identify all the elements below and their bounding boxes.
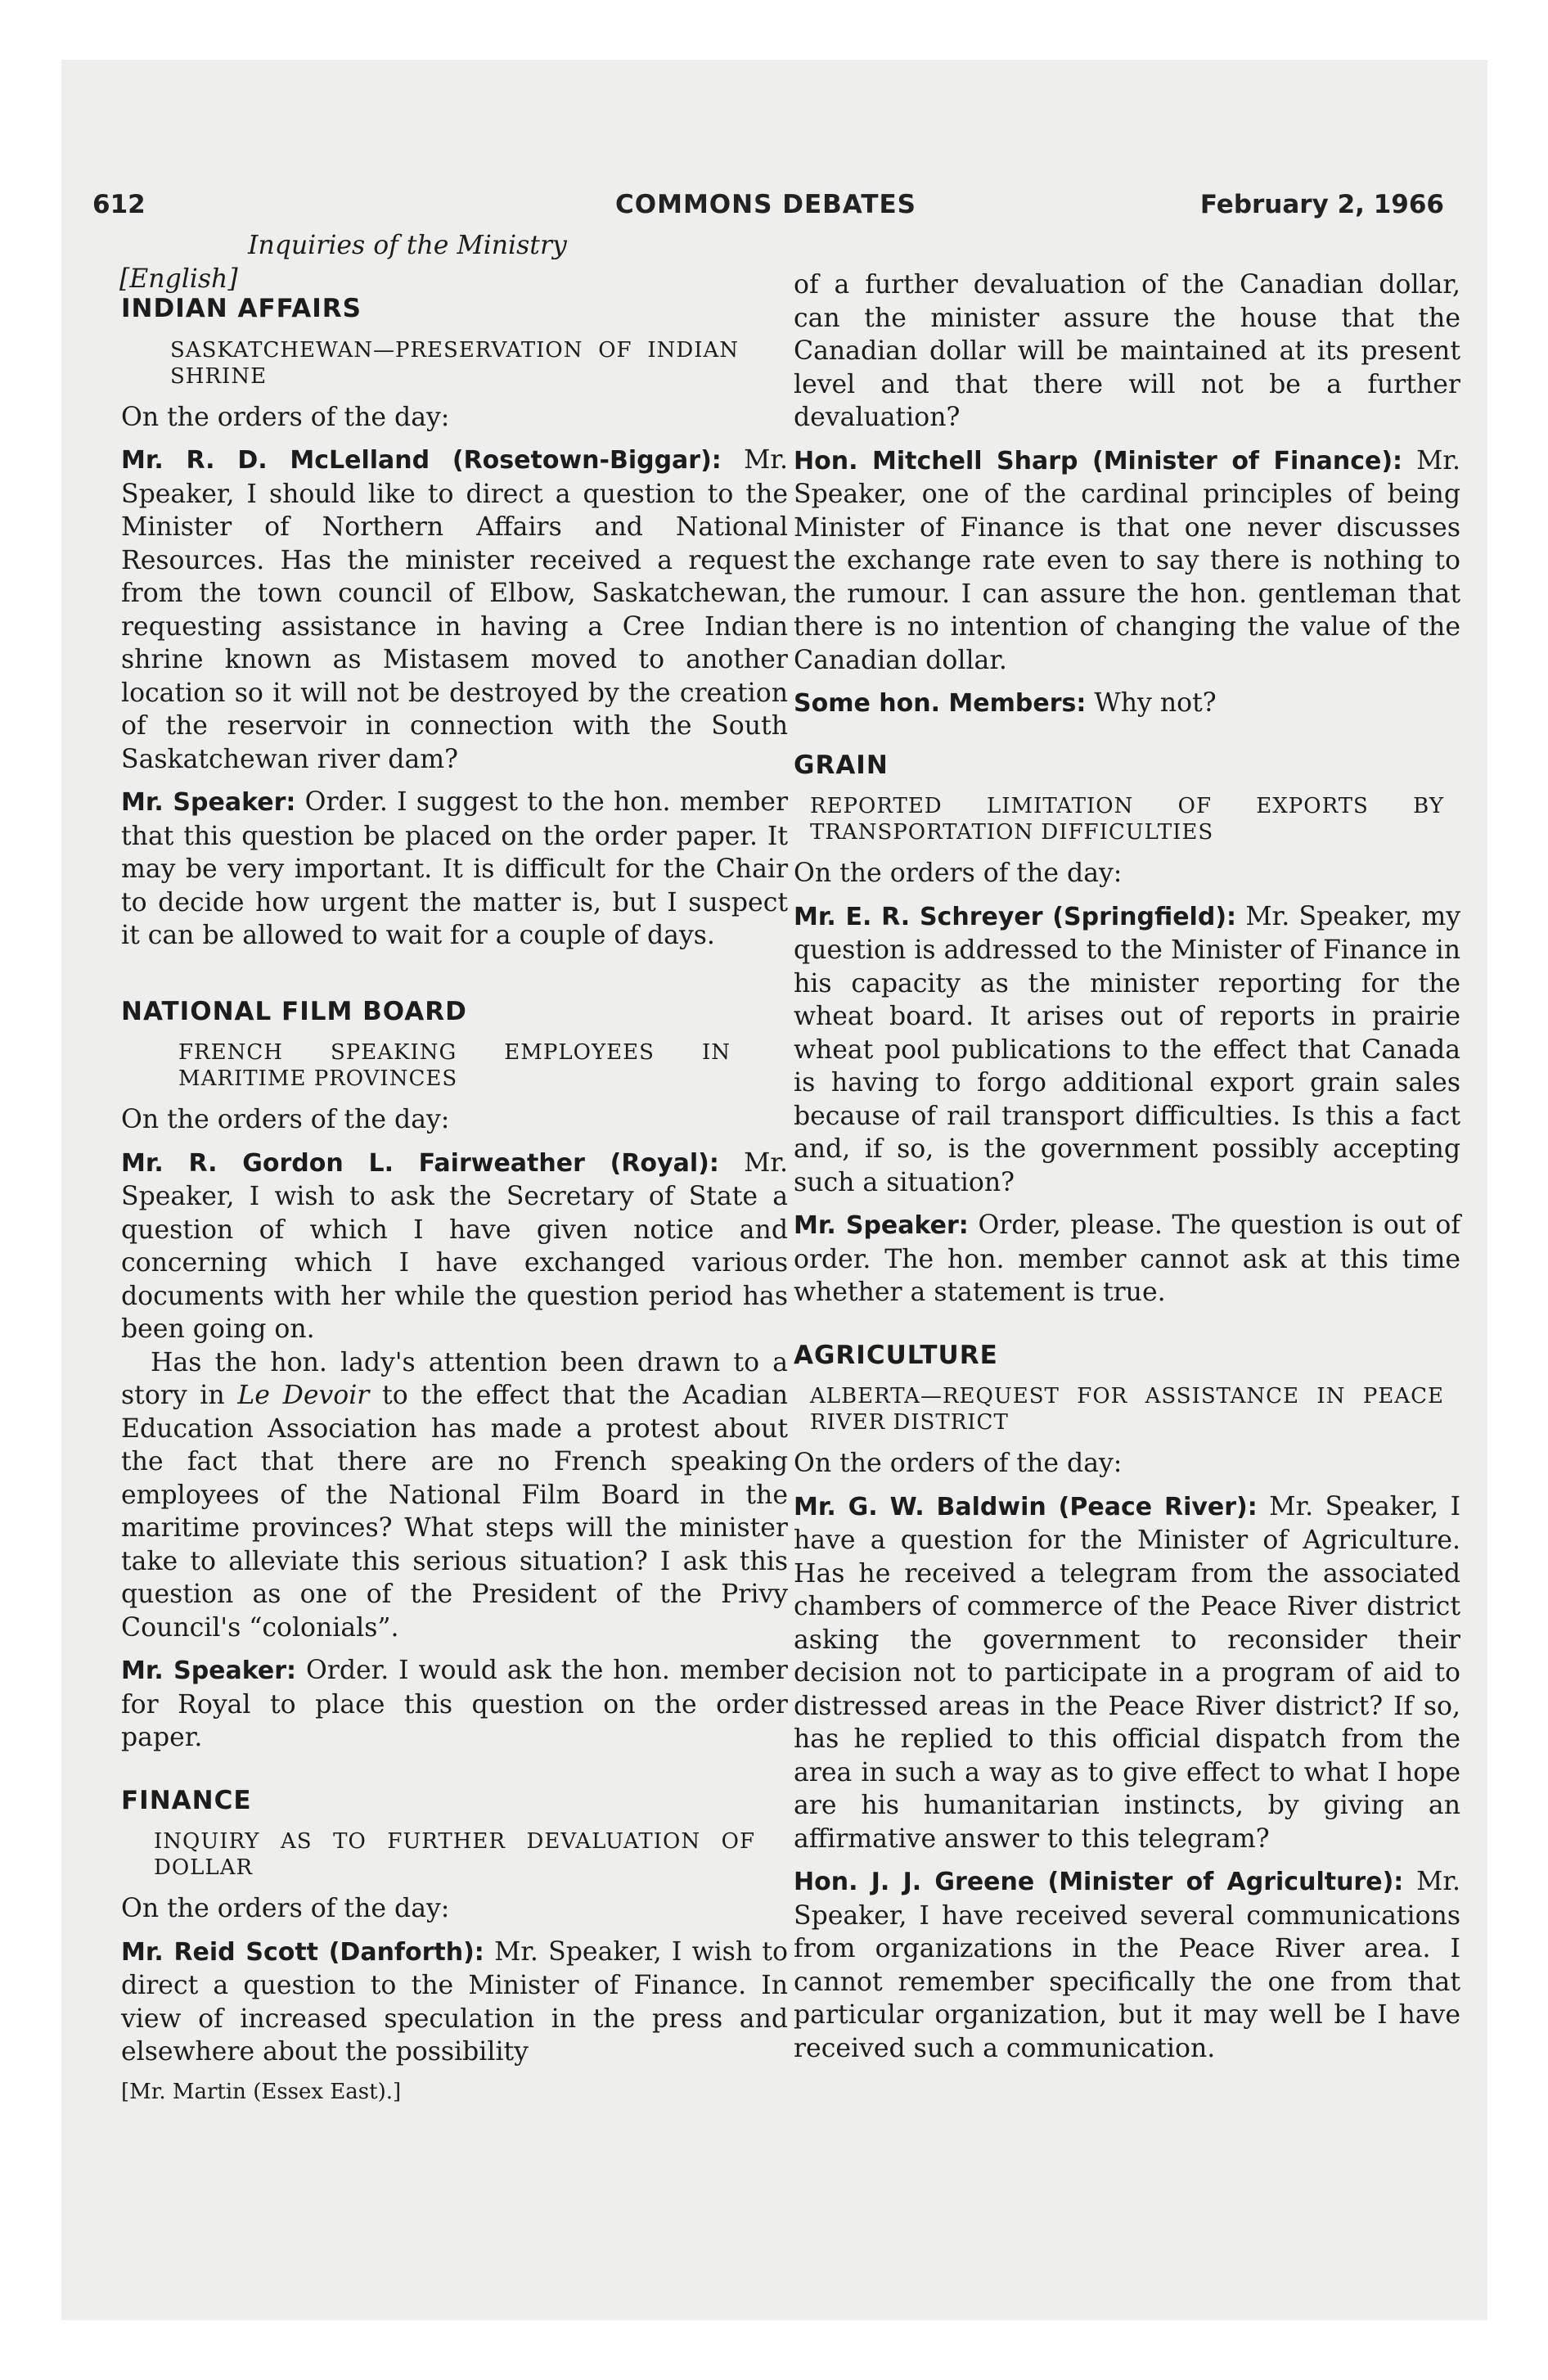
speaker-name: Mr. R. D. McLelland (Rosetown-Biggar):: [121, 446, 722, 475]
speaker-name: Hon. Mitchell Sharp (Minister of Finance):: [794, 446, 1403, 476]
speaker-name: Mr. E. R. Schreyer (Springfield):: [794, 902, 1237, 931]
subheading-peace-river: ALBERTA—REQUEST FOR ASSISTANCE IN PEACE RIVER DISTRICT: [810, 1384, 1444, 1435]
section-subhead: Inquiries of the Ministry: [248, 231, 567, 260]
subheading-exports: REPORTED LIMITATION OF EXPORTS BY TRANSPORTATION DIFFICULTIES: [810, 794, 1444, 845]
speech-mclelland: [121, 444, 788, 776]
speech-text: Mr. Speaker, one of the cardinal principles of being Minister of Finance is that one never discusses the exchange rate even to say there is nothing to the rumour. I can assure the hon. gentleman that there is no intention of changing the value of the Canadian dollar.: [794, 445, 1461, 675]
orders-of-day: On the orders of the day:: [121, 402, 450, 432]
speech-text: Mr. Speaker, I should like to direct a question to the Minister of Northern Affairs and National Resources. Has the minister received a request from the town council of Elbow, Saskatchewan, requesting assistance in having a Cree Indian shrine known as Mistasem moved to another location so it will not be destroyed by the creation of the reservoir in connection with the South Saskatchewan river dam?: [121, 445, 789, 774]
heading-agriculture: AGRICULTURE: [794, 1340, 998, 1370]
speech-sharp: [794, 444, 1460, 678]
speech-baldwin: [794, 1490, 1460, 1856]
left-column: [121, 229, 788, 2108]
speech-members: [794, 687, 1460, 721]
orders-of-day: On the orders of the day:: [121, 1105, 450, 1134]
language-tag: [English]: [119, 264, 238, 294]
subheading-indian-shrine: SASKATCHEWAN—PRESERVATION OF INDIAN SHRINE: [170, 337, 739, 389]
speaker-name: Hon. J. J. Greene (Minister of Agriculture):: [794, 1868, 1404, 1896]
speaker-name: Mr. Speaker:: [121, 1657, 297, 1685]
heading-finance: FINANCE: [121, 1785, 252, 1815]
speech-text: Order, please. The question is out of order. The hon. member cannot ask at this time whether a statement is true.: [794, 1210, 1460, 1307]
speech-text: Why not?: [1094, 688, 1217, 718]
heading-indian-affairs: INDIAN AFFAIRS: [121, 294, 362, 323]
speech-text: Mr. Speaker, I have received several communications from organizations in the Peace River area. I cannot remember specifically the one from that particular organization, but it may well be I have received such a communication.: [794, 1867, 1460, 2063]
subheading-french-employees: FRENCH SPEAKING EMPLOYEES IN MARITIME PROVINCES: [178, 1040, 731, 1091]
speaker-name: Mr. Speaker:: [794, 1211, 969, 1240]
speech-fairweather: [121, 1147, 788, 1346]
speech-text: Mr. Speaker, I have a question for the Minister of Agriculture. Has he received a telegram from the associated chambers of commerce of the Peace River district asking the government to reconsider their decision not to participate in a program of aid to distressed areas in the Peace River district? If so, has he replied to this official dispatch from the area in such a way as to give effect to what I hope are his humanitarian instincts, by giving an affirmative answer to this telegram?: [794, 1491, 1461, 1854]
speaker-name: Mr. R. Gordon L. Fairweather (Royal):: [121, 1148, 719, 1178]
right-column: [794, 268, 1460, 2065]
speech-schreyer: [794, 900, 1460, 1200]
speech-text: Order. I would ask the hon. member for Royal to place this question on the order paper.: [121, 1656, 788, 1752]
speech-fairweather-cont: [121, 1346, 788, 1645]
speech-text: Mr. Speaker, I wish to ask the Secretary of State a question of which I have given notice and concerning which I have exchanged various documents with her while the question period has been going on.: [121, 1147, 788, 1344]
speaker-name: Mr. Reid Scott (Danforth):: [121, 1937, 484, 1967]
speech-scott-cont: of a further devaluation of the Canadian dollar, can the minister assure the house that the Canadian dollar will be maintained at its present level and that there will not be a further devaluation?: [794, 270, 1460, 432]
speech-text: Has the hon. lady's attention been drawn to a story in: [121, 1347, 788, 1410]
speech-text: Mr. Speaker, I wish to direct a question to the Minister of Finance. In view of increased speculation in the press and elsewhere about the possibility: [121, 1936, 788, 2067]
heading-film-board: NATIONAL FILM BOARD: [121, 996, 467, 1026]
speech-speaker: [121, 1654, 788, 1755]
page-number: 612: [92, 190, 146, 219]
newspaper-name: Le Devoir: [237, 1381, 370, 1410]
speaker-name: Mr. Speaker:: [121, 788, 296, 817]
speech-greene: [794, 1865, 1460, 2065]
page-footer: [Mr. Martin (Essex East).]: [121, 2079, 402, 2104]
speech-speaker: [794, 1209, 1460, 1309]
speech-text: to the effect that the Acadian Education Association has made a protest about the fact that there are no French speaking employees of the National Film Board in the maritime provinces? What steps will the minister take to alleviate this serious situation? I ask this question as one of the President of the Privy Council's “colonials”.: [121, 1381, 789, 1643]
speaker-name: Some hon. Members:: [794, 689, 1087, 718]
subheading-devaluation: INQUIRY AS TO FURTHER DEVALUATION OF DOLLAR: [154, 1829, 755, 1880]
speaker-name: Mr. G. W. Baldwin (Peace River):: [794, 1492, 1258, 1521]
heading-grain: GRAIN: [794, 750, 889, 780]
orders-of-day: On the orders of the day:: [121, 1894, 450, 1923]
orders-of-day: On the orders of the day:: [794, 1449, 1123, 1478]
orders-of-day: On the orders of the day:: [794, 859, 1123, 888]
speech-scott: [121, 1936, 788, 2069]
page-date: February 2, 1966: [1199, 190, 1444, 219]
page-title: COMMONS DEBATES: [615, 190, 916, 219]
speech-text: Order. I suggest to the hon. member that this question be placed on the order paper. It may be very important. It is difficult for the Chair to decide how urgent the matter is, but I suspect it can be allowed to wait for a couple of days.: [121, 787, 788, 950]
speech-speaker: [121, 786, 788, 953]
speech-text: Mr. Speaker, my question is addressed to the Minister of Finance in his capacity as the minister reporting for the wheat board. It arises out of reports in prairie wheat pool publications to the effect that Canada is having to forgo additional export grain sales because of rail transport difficulties. Is this a fact and, if so, is the government possibly accepting such a situation?: [794, 901, 1461, 1197]
